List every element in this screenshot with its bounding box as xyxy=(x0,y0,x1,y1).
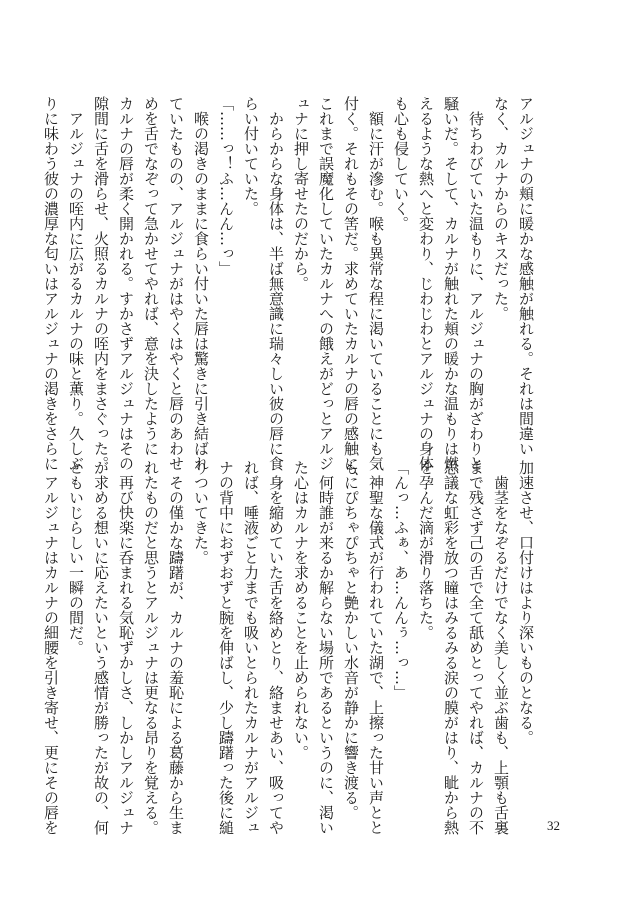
text-line: 「……っ！ふ…んん…っ」 xyxy=(217,96,235,276)
text-line: えるような熱へと変わり、じわじわとアルジュナの身体 xyxy=(417,96,435,471)
text-line: まで残さず己の舌で全て舐めとってやれば、カルナの不 xyxy=(467,460,485,835)
text-line: その僅かな躊躇が、カルナの羞恥による葛藤から生ま xyxy=(167,460,185,835)
text-line: らい付いていた。 xyxy=(242,96,260,216)
text-line: カルナの唇が柔く開かれる。すかさずアルジュナはその xyxy=(117,96,135,471)
text-line: 思議な虹彩を放つ瞳はみるみる涙の膜がはり、眦から熱 xyxy=(442,460,460,835)
text-line: りついてきた。 xyxy=(192,460,210,565)
text-line: 歯茎をなぞるだけでなく美しく並ぶ歯も、上顎も舌裏 xyxy=(492,460,510,835)
text-line: これまで誤魔化していたカルナへの餓えがどっとアルジ xyxy=(317,96,335,471)
text-line: りに味わう彼の濃厚な匂いはアルジュナの渇きをさらに xyxy=(42,96,60,471)
text-line: を孕んだ滴が滑り落ちた。 xyxy=(417,460,435,640)
page-number: 32 xyxy=(547,818,560,833)
text-line: めを舌でなぞって急かせてやれば、意を決したように xyxy=(142,96,160,456)
text-line: れたものだと思うとアルジュナは更なる昂りを覚える。 xyxy=(142,460,160,835)
text-line: が求める想いに応えたいという感情が勝ったが故の、何 xyxy=(92,460,110,835)
text-line: ュナに押し寄せたのだから。 xyxy=(292,96,310,291)
text-line: 騒いだ。そして、カルナが触れた頬の暖かな温もりは燃 xyxy=(442,96,460,471)
text-line: 神聖な儀式が行われていた湖で、上擦った甘い声とと xyxy=(367,460,385,835)
text-line: た心はカルナを求めることを止められない。 xyxy=(292,460,310,760)
text-line: も心も侵していく。 xyxy=(392,96,410,231)
text-block-bottom xyxy=(42,460,538,835)
text-line: ていたものの、アルジュナがはやくはやくと唇のあわせ xyxy=(167,96,185,471)
text-line: 額に汗が滲む。喉も異常な程に渇いていることにも気 xyxy=(367,96,385,471)
text-line: 隙間に舌を滑らせ、火照るカルナの咥内をまさぐった。 xyxy=(92,96,110,471)
text-line: 加速させ、口付けはより深いものとなる。 xyxy=(517,460,535,745)
text-line: 付く。それもその筈だ。求めていたカルナの唇の感触に、 xyxy=(342,96,360,486)
text-line: 「んっ…ふぁ、あ…んんぅ…っ…」 xyxy=(392,460,410,700)
text-line: れば、唾液ごと力までも吸いとられたカルナがアルジュ xyxy=(242,460,260,835)
text-line: 喉の渇きのままに食らい付いた唇は驚きに引き結ばれ xyxy=(192,96,210,471)
text-block-top xyxy=(42,96,538,486)
text-line: なく、カルナからのキスだった。 xyxy=(492,96,510,321)
text-line: アルジュナはカルナの細腰を引き寄せ、更にその唇を xyxy=(42,460,60,835)
text-line: 待ちわびていた温もりに、アルジュナの胸がざわりと xyxy=(467,96,485,471)
text-line: アルジュナの頬に暖かな感触が触れる。それは間違い xyxy=(517,96,535,456)
text-line: 身を縮めていた舌を絡めとり、絡ませあい、吸ってや xyxy=(267,460,285,835)
text-line: からからな身体は、半ば無意識に瑞々しい彼の唇に食 xyxy=(267,96,285,471)
text-line: 何時誰が来るか解らない場所であるというのに、渇い xyxy=(317,460,335,835)
text-line: ともいじらしい一瞬の間だ。 xyxy=(67,460,85,655)
text-line: もにぴちゃぴちゃと艶かしい水音が静かに響き渡る。 xyxy=(342,460,360,820)
text-line: アルジュナの咥内に広がるカルナの味と薫り。久しぶ xyxy=(67,96,85,471)
text-line: ナの背中におずおずと腕を伸ばし、少し躊躇った後に縋 xyxy=(217,460,235,835)
text-line: 再び快楽に呑まれる気恥ずかしさ、しかしアルジュナ xyxy=(117,460,135,835)
